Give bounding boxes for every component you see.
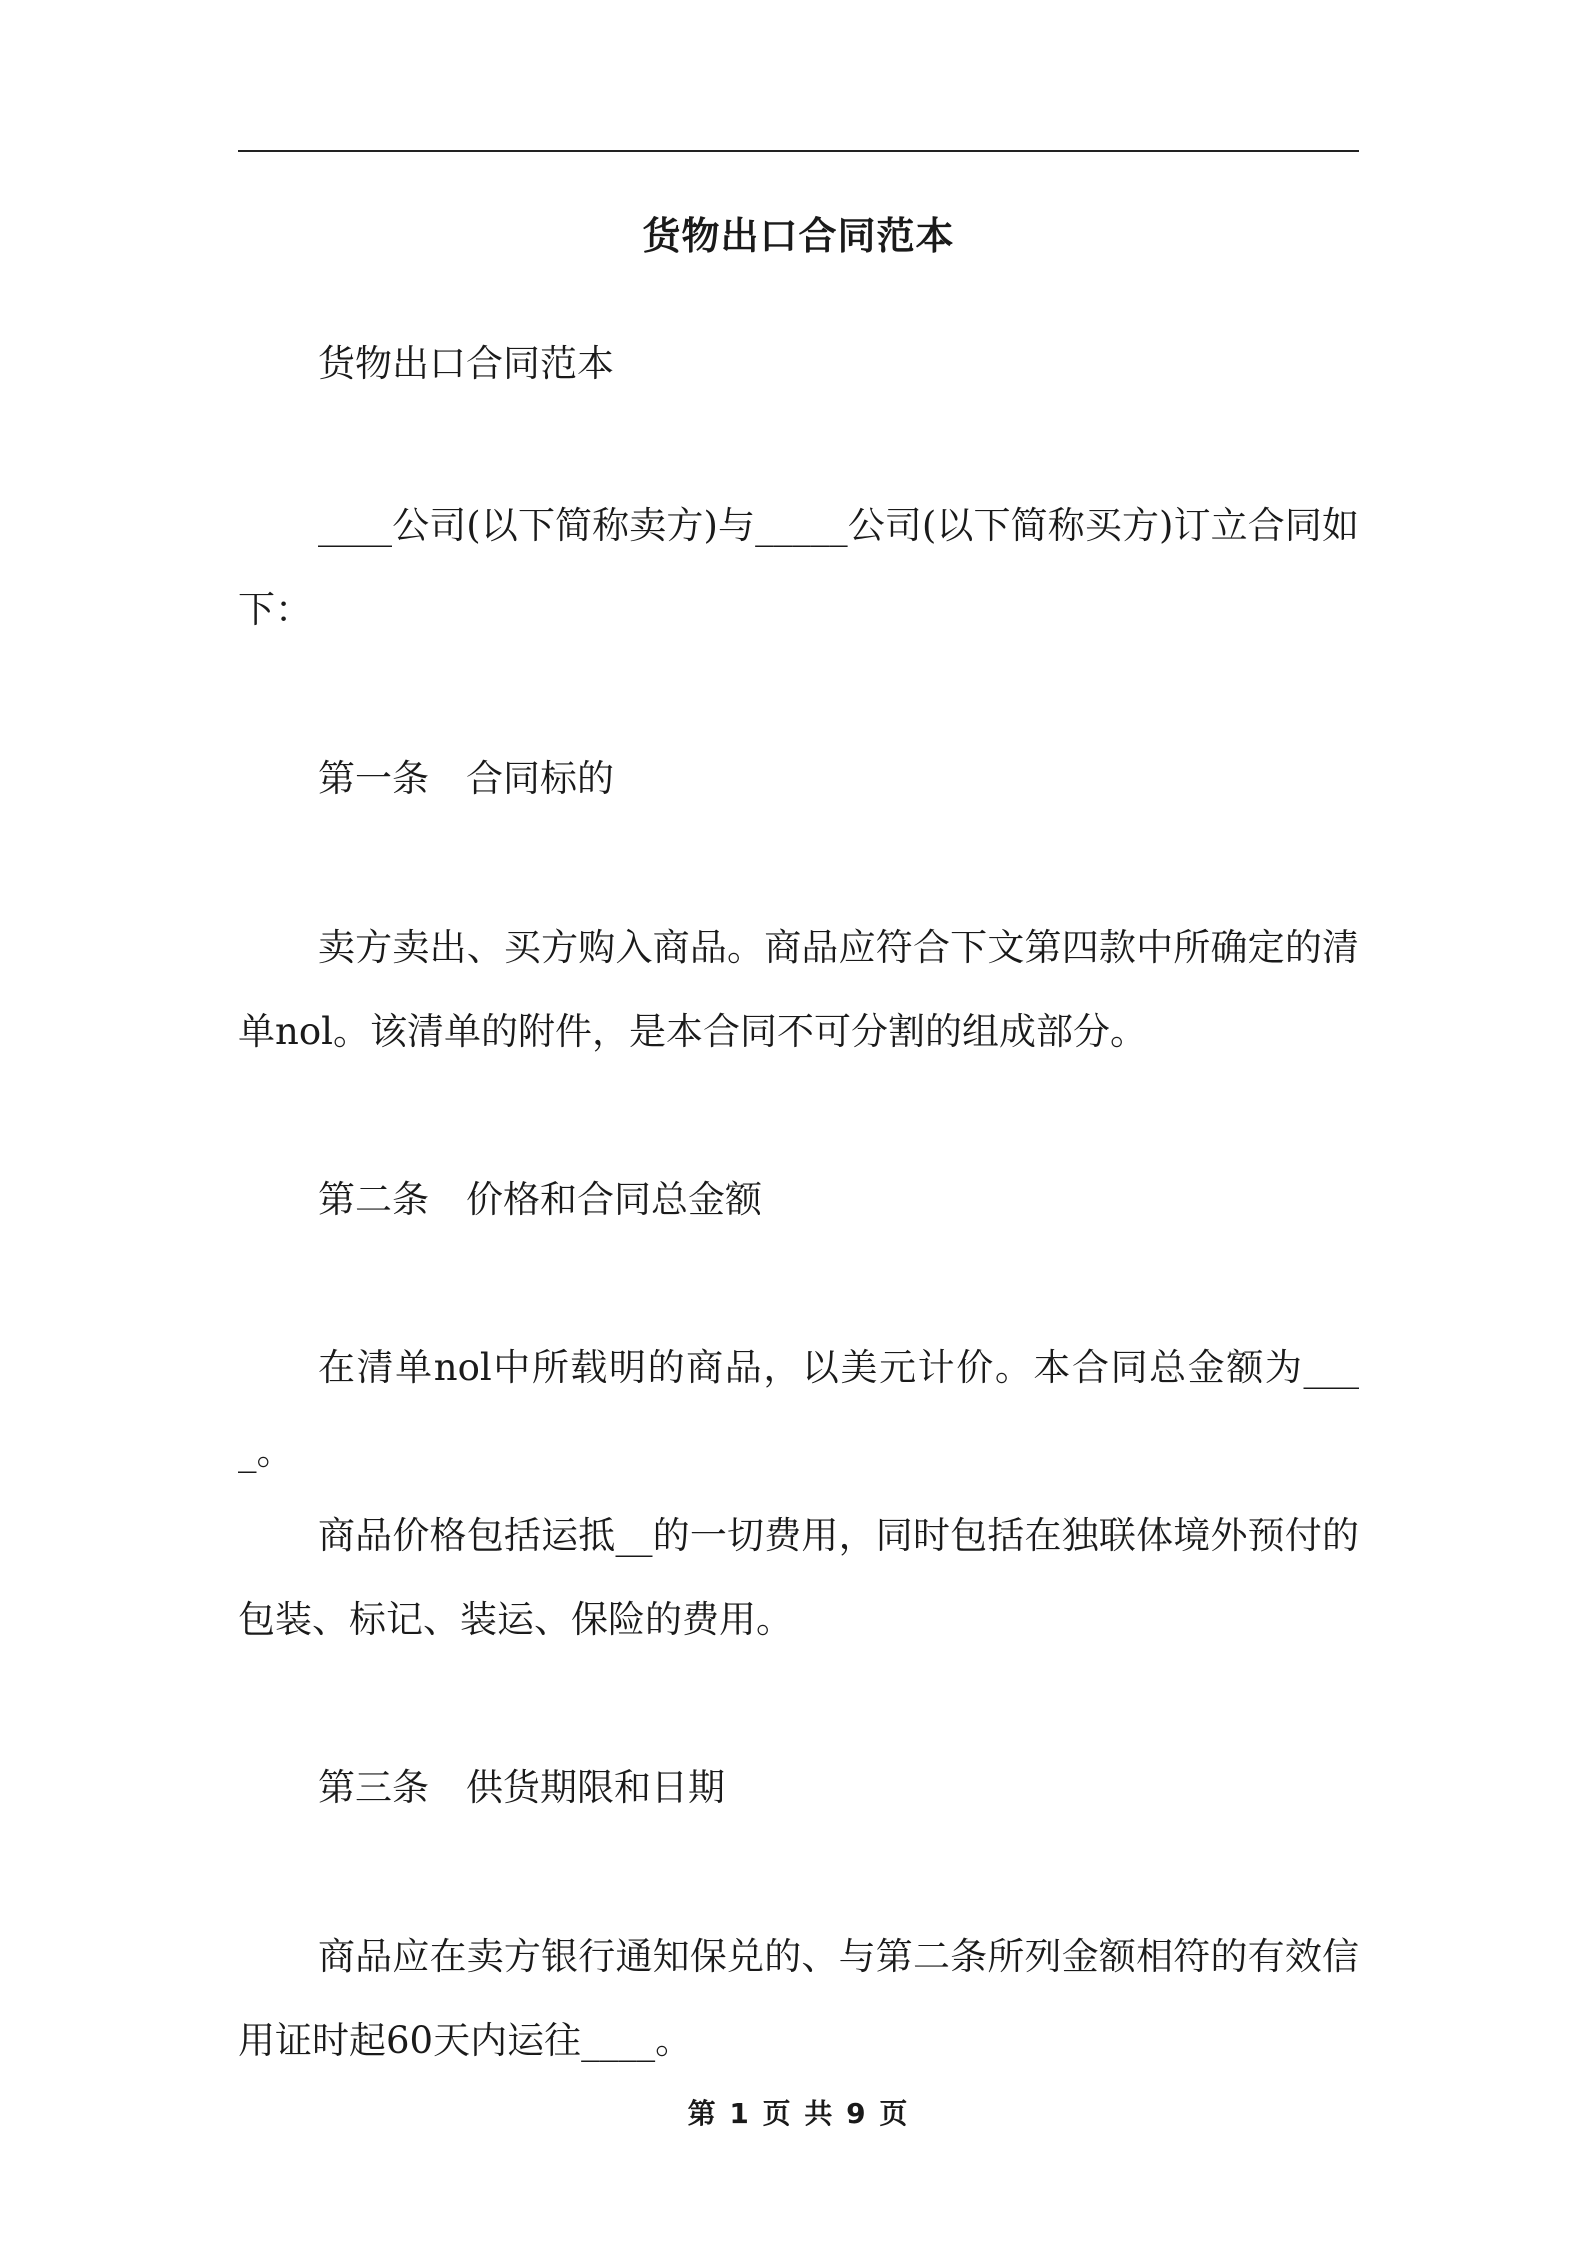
article-1-body: 卖方卖出、买方购入商品。商品应符合下文第四款中所确定的清单nol。该清单的附件，是本合同不可分割的组成部分。: [238, 926, 1359, 1053]
article-2-heading: 第二条 价格和合同总金额: [318, 1178, 762, 1221]
subtitle-paragraph: 货物出口合同范本: [318, 342, 614, 385]
article-2-body-2: 商品价格包括运抵__的一切费用，同时包括在独联体境外预付的包装、标记、装运、保险的费用。: [238, 1514, 1359, 1641]
article-2-body-1: 在清单nol中所载明的商品，以美元计价。本合同总金额为____。: [238, 1346, 1359, 1473]
page-number-footer: 第 1 页 共 9 页: [687, 2097, 910, 2130]
header-rule: [238, 150, 1359, 152]
document-title: 货物出口合同范本: [642, 213, 955, 258]
article-3-heading: 第三条 供货期限和日期: [318, 1766, 725, 1809]
article-3-body: 商品应在卖方银行通知保兑的、与第二条所列金额相符的有效信用证时起60天内运往____。: [238, 1935, 1359, 2062]
article-1-heading: 第一条 合同标的: [318, 757, 614, 800]
parties-paragraph: ____公司(以下简称卖方)与_____公司(以下简称买方)订立合同如下：: [238, 504, 1359, 631]
